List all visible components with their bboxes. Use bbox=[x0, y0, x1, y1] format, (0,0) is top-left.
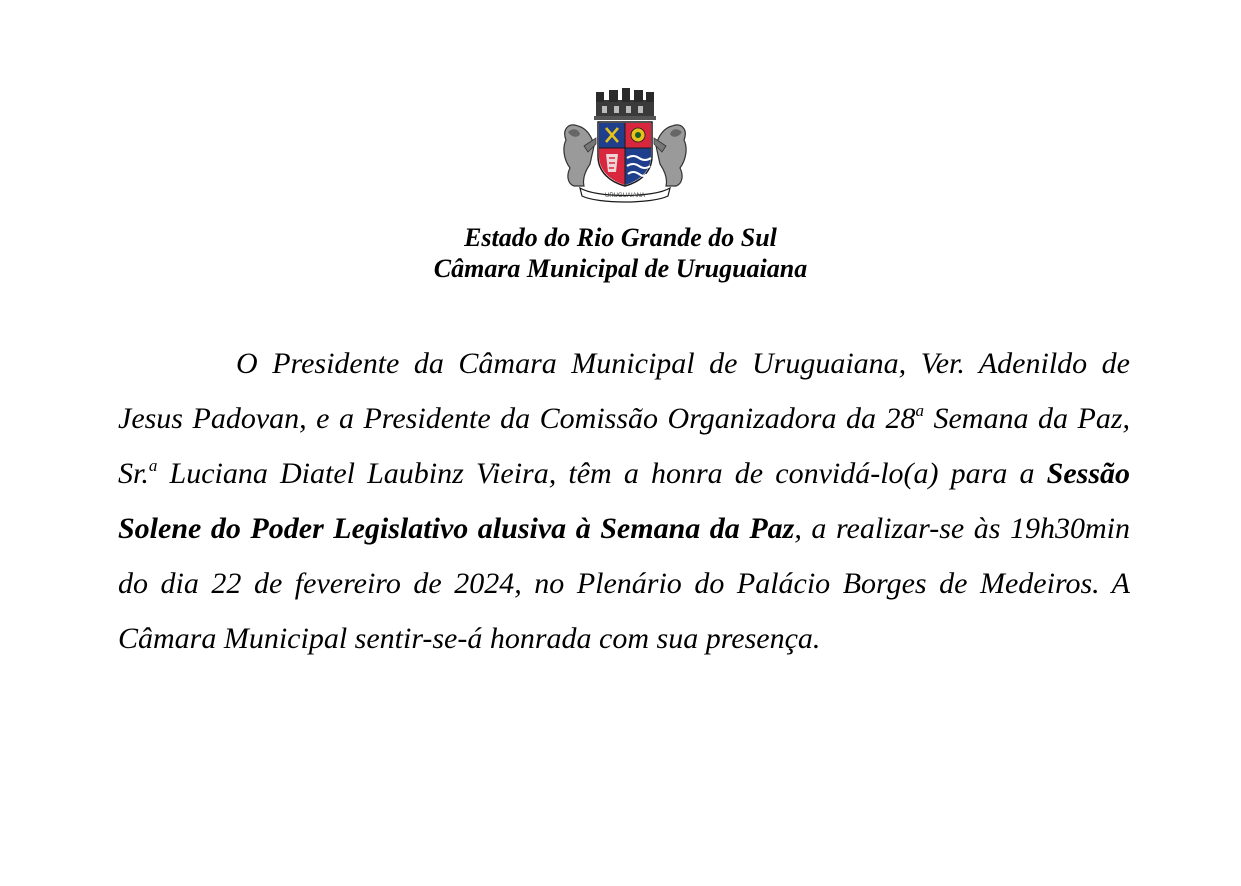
event-name: Sessão Solene do Poder Legislativo alusiva à Semana da Paz bbox=[118, 457, 1130, 545]
mural-crown-icon bbox=[594, 88, 656, 120]
invitation-text-1: O Presidente da Câmara Municipal de Uruguaiana, Ver. Adenildo de Jesus Padovan, e a Presidente da Comissão Organizadora da 28 bbox=[118, 347, 1130, 435]
coat-of-arms-icon bbox=[556, 86, 694, 204]
invitation-text-2: Semana da Paz, Sr. bbox=[118, 402, 1130, 490]
invitation-text-3: Luciana Diatel Laubinz Vieira, têm a honra de convidá-lo(a) para a bbox=[157, 457, 1047, 490]
invitation-text-4: , a realizar-se às 19h30min do dia 22 de fevereiro de 2024, no Plenário do Palácio Borges de Medeiros. A Câmara Municipal sentir-se-á honrada com sua presença. bbox=[118, 512, 1130, 655]
document-header bbox=[0, 222, 1241, 284]
motto-text: URUGUAIANA bbox=[604, 193, 646, 199]
left-lion-icon bbox=[564, 125, 596, 186]
right-lion-icon bbox=[654, 125, 686, 186]
ordinal-suffix-2: a bbox=[148, 456, 158, 475]
motto-banner-icon bbox=[580, 188, 670, 202]
shield-icon bbox=[598, 122, 652, 186]
state-title: Estado do Rio Grande do Sul bbox=[464, 223, 777, 252]
chamber-title: Câmara Municipal de Uruguaiana bbox=[433, 254, 808, 283]
invitation-paragraph bbox=[118, 336, 1130, 666]
ordinal-suffix-1: a bbox=[915, 401, 924, 420]
